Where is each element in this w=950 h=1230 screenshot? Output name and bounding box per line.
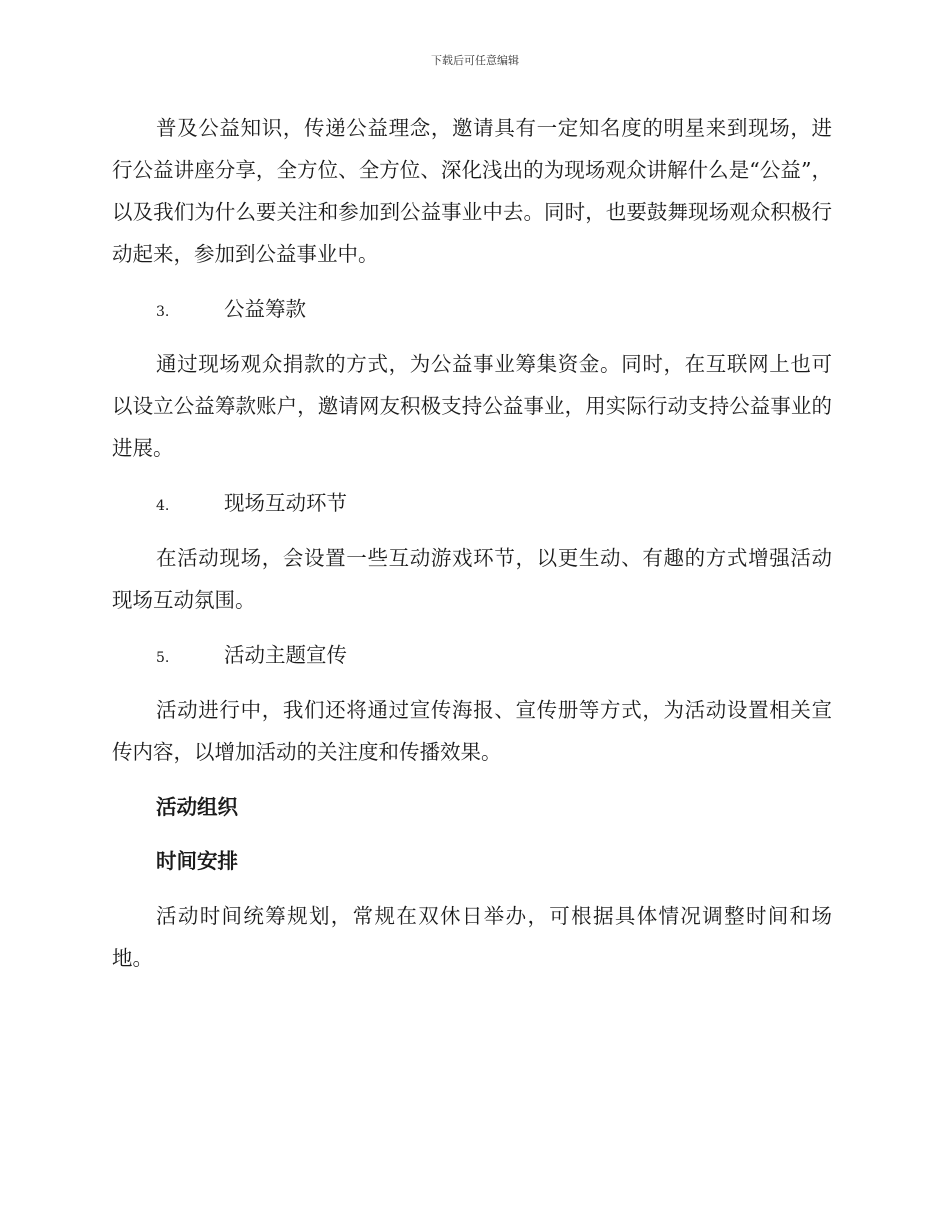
list-item-3 — [112, 289, 832, 329]
item-title: 公益筹款 — [224, 297, 306, 321]
list-item-4 — [112, 483, 832, 523]
item-number: 4. — [156, 498, 170, 514]
page-header: 下载后可任意编辑 — [431, 54, 519, 67]
list-item-5 — [112, 635, 832, 675]
promotion-paragraph: 活动进行中，我们还将通过宣传海报、宣传册等方式，为活动设置相关宣传内容，以增加活动的关注度和传播效果。 — [112, 698, 832, 764]
heading-organization: 活动组织 — [156, 795, 238, 819]
interaction-paragraph: 在活动现场，会设置一些互动游戏环节，以更生动、有趣的方式增强活动现场互动氛围。 — [112, 546, 832, 612]
item-title: 现场互动环节 — [224, 491, 347, 515]
item-number: 5. — [156, 650, 170, 666]
intro-paragraph: 普及公益知识，传递公益理念，邀请具有一定知名度的明星来到现场，进行公益讲座分享，全方位、全方位、深化浅出的为现场观众讲解什么是“公益”，以及我们为什么要关注和参加到公益事业中去。同时，也要鼓舞现场观众积极行动起来，参加到公益事业中。 — [112, 116, 832, 266]
fundraising-paragraph: 通过现场观众捐款的方式，为公益事业筹集资金。同时，在互联网上也可以设立公益筹款账户，邀请网友积极支持公益事业，用实际行动支持公益事业的进展。 — [112, 352, 832, 460]
heading-schedule: 时间安排 — [156, 849, 238, 873]
schedule-paragraph: 活动时间统筹规划，常规在双休日举办，可根据具体情况调整时间和场地。 — [112, 904, 832, 970]
item-number: 3. — [156, 304, 170, 320]
item-title: 活动主题宣传 — [224, 643, 347, 667]
document-body — [112, 107, 832, 993]
